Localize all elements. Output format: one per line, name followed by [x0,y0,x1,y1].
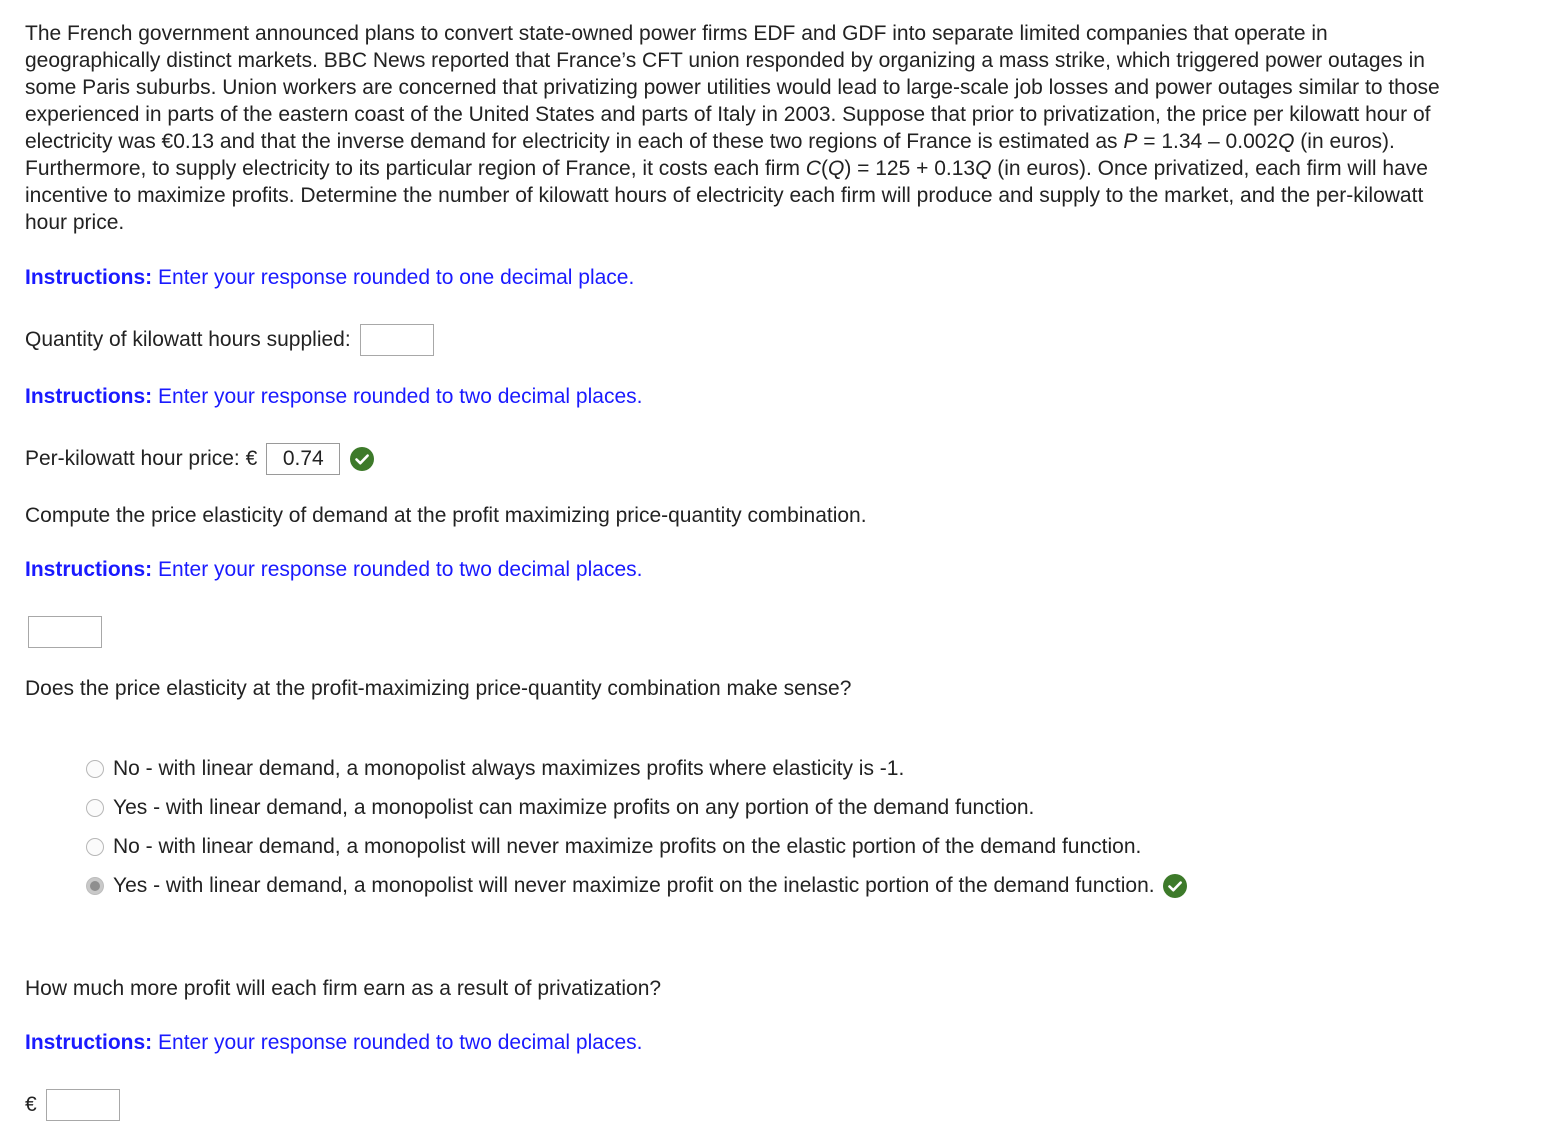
radio-option[interactable] [86,827,1187,866]
quantity-input[interactable] [360,324,434,356]
radio-button-icon[interactable] [86,760,104,778]
elasticity-question [28,616,102,648]
radio-option-label: Yes - with linear demand, a monopolist can maximize profits on any portion of the demand function. [113,795,1035,819]
profit-question [25,1089,120,1121]
problem-statement: The French government announced plans to convert state-owned power firms EDF and GDF into separate limited companies that operate in geographically distinct markets. BBC News reported that France’s CFT union responded by organizing a mass strike, which triggered power outages in some Paris suburbs. Union workers are concerned that privatizing power utilities would lead to large-scale job losses and power outages similar to those experienced in parts of the eastern coast of the United States and parts of Italy in 2003. Suppose that prior to privatization, the price per kilowatt hour of electricity was €0.13 and that the inverse demand for electricity in each of these two regions of France is estimated as P = 1.34 – 0.002Q (in euros). Furthermore, to supply electricity to its particular region of France, it costs each firm C(Q) = 125 + 0.13Q (in euros). Once privatized, each firm will have incentive to maximize profits. Determine the number of kilowatt hours of electricity each firm will produce and supply to the market, and the per-kilowatt hour price. [25,22,1440,234]
radio-button-selected-icon[interactable] [86,877,104,895]
quantity-question [25,324,434,356]
elasticity-sense-prompt: Does the price elasticity at the profit-maximizing price-quantity combination make sense? [25,677,852,700]
radio-option-label: No - with linear demand, a monopolist will never maximize profits on the elastic portion of the demand function. [113,834,1142,858]
radio-option[interactable] [86,749,1187,788]
radio-option-selected[interactable] [86,866,1187,905]
instructions-two-decimal: Instructions: Enter your response rounded to two decimal places. [25,1031,643,1054]
instructions-label: Instructions: [25,266,153,289]
check-circle-icon [350,447,374,471]
radio-option[interactable] [86,788,1187,827]
elasticity-prompt: Compute the price elasticity of demand at the profit maximizing price-quantity combination. [25,504,867,527]
profit-input[interactable] [46,1089,120,1121]
price-label: Per-kilowatt hour price: € [25,447,258,470]
price-question [25,443,374,475]
radio-option-label: No - with linear demand, a monopolist always maximizes profits where elasticity is -1. [113,756,905,780]
check-circle-icon [1163,874,1187,898]
instructions-two-decimal: Instructions: Enter your response rounded to two decimal places. [25,385,643,408]
radio-option-label: Yes - with linear demand, a monopolist will never maximize profit on the inelastic portion of the demand function. [113,873,1155,897]
instructions-two-decimal: Instructions: Enter your response rounded to two decimal places. [25,558,643,581]
profit-prompt: How much more profit will each firm earn as a result of privatization? [25,977,662,1000]
elasticity-input[interactable] [28,616,102,648]
elasticity-options [86,749,1187,905]
radio-button-icon[interactable] [86,838,104,856]
instructions-label: Instructions: [25,558,153,581]
price-input[interactable]: 0.74 [266,443,340,475]
radio-button-icon[interactable] [86,799,104,817]
instructions-one-decimal: Instructions: Enter your response rounded to one decimal place. [25,266,635,289]
quantity-label: Quantity of kilowatt hours supplied: [25,328,351,351]
currency-label: € [25,1093,37,1116]
instructions-label: Instructions: [25,385,153,408]
instructions-label: Instructions: [25,1031,153,1054]
